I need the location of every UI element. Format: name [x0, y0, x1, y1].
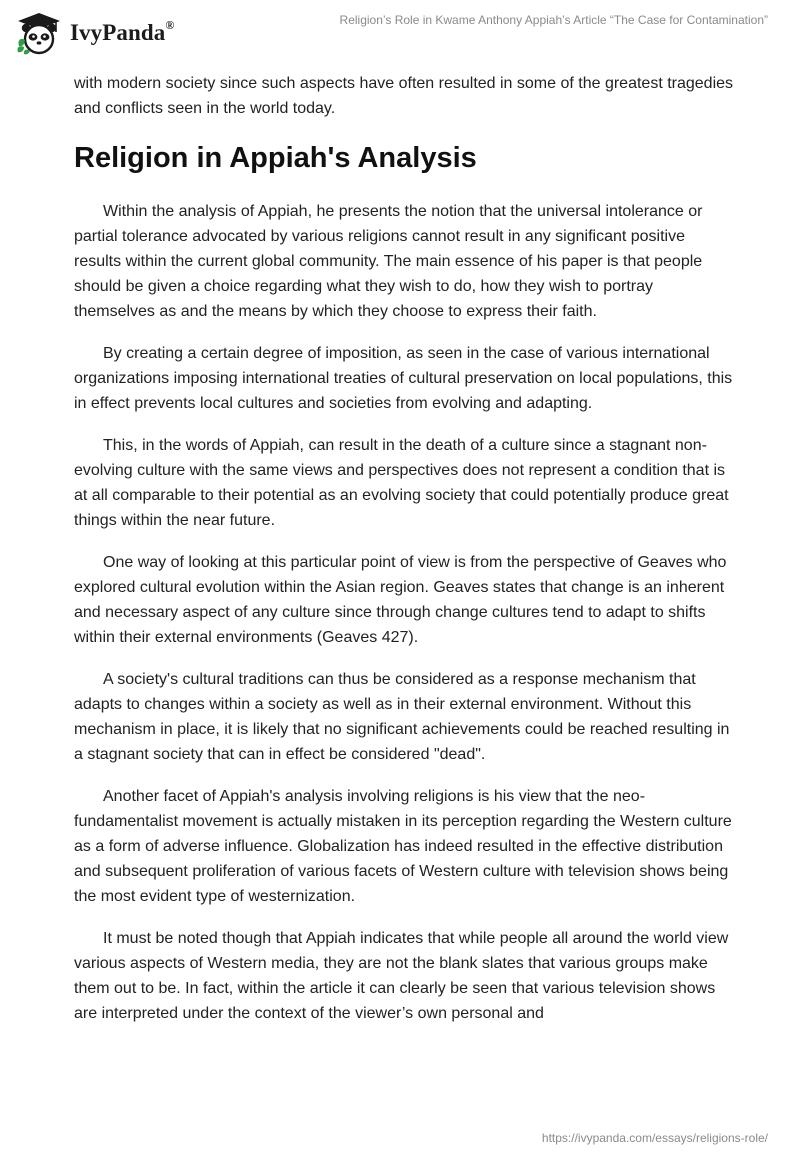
registered-mark: ® [165, 18, 175, 33]
article-body [74, 71, 734, 1043]
paragraph: By creating a certain degree of imposition, as seen in the case of various international organizations imposing international treaties of cultural preservation on local populations, this in effect prevents local cultures and societies from evolving and adapting. [74, 345, 733, 412]
paragraph: This, in the words of Appiah, can result in the death of a culture since a stagnant non-evolving culture with the same views and perspectives does not represent a condition that is at all comparable to their potential as an evolving society that could potentially produce great things within the near future. [74, 437, 729, 529]
lead-paragraph: with modern society since such aspects have often resulted in some of the greatest tragedies and conflicts seen in the world today. [74, 75, 734, 117]
ivypanda-logo[interactable] [14, 10, 174, 56]
section-heading: Religion in Appiah's Analysis [74, 142, 477, 174]
brand-name: IvyPanda® [70, 18, 175, 45]
panda-graduate-icon [14, 10, 64, 56]
source-url[interactable]: https://ivypanda.com/essays/religions-role/ [541, 1131, 768, 1145]
paragraph: Within the analysis of Appiah, he presents the notion that the universal intolerance or partial tolerance advocated by various religions cannot result in any significant positive results within the current global community. The main essence of his paper is that people should be given a choice regarding what they wish to do, how they wish to portray themselves as and the means by which they choose to express their faith. [74, 203, 703, 320]
paragraph: One way of looking at this particular point of view is from the perspective of Geaves who explored cultural evolution within the Asian region. Geaves states that change is an inherent and necessary aspect of any culture since through change cultures tend to adapt to shifts within their external environments (Geaves 427). [74, 554, 727, 646]
paragraph: It must be noted though that Appiah indicates that while people all around the world view various aspects of Western media, they are not the blank slates that various groups make them out to be. In fact, within the article it can clearly be seen that various television shows are interpreted under the context of the viewer’s own personal and [74, 930, 729, 1022]
paragraph: Another facet of Appiah's analysis involving religions is his view that the neo-fundamentalist movement is actually mistaken in its perception regarding the Western culture as a form of adverse influence. Globalization has indeed resulted in the effective distribution and subsequent proliferation of various facets of Western culture with television shows being the most evident type of westernization. [74, 788, 732, 905]
paragraph: A society's cultural traditions can thus be considered as a response mechanism that adapts to changes within a society as well as in their external environment. Without this mechanism in place, it is likely that no significant achievements could be reached resulting in a stagnant society that can in effect be considered "dead". [74, 671, 730, 763]
document-title: Religion’s Role in Kwame Anthony Appiah’s Article “The Case for Contamination” [339, 13, 768, 27]
page-header [0, 0, 800, 66]
